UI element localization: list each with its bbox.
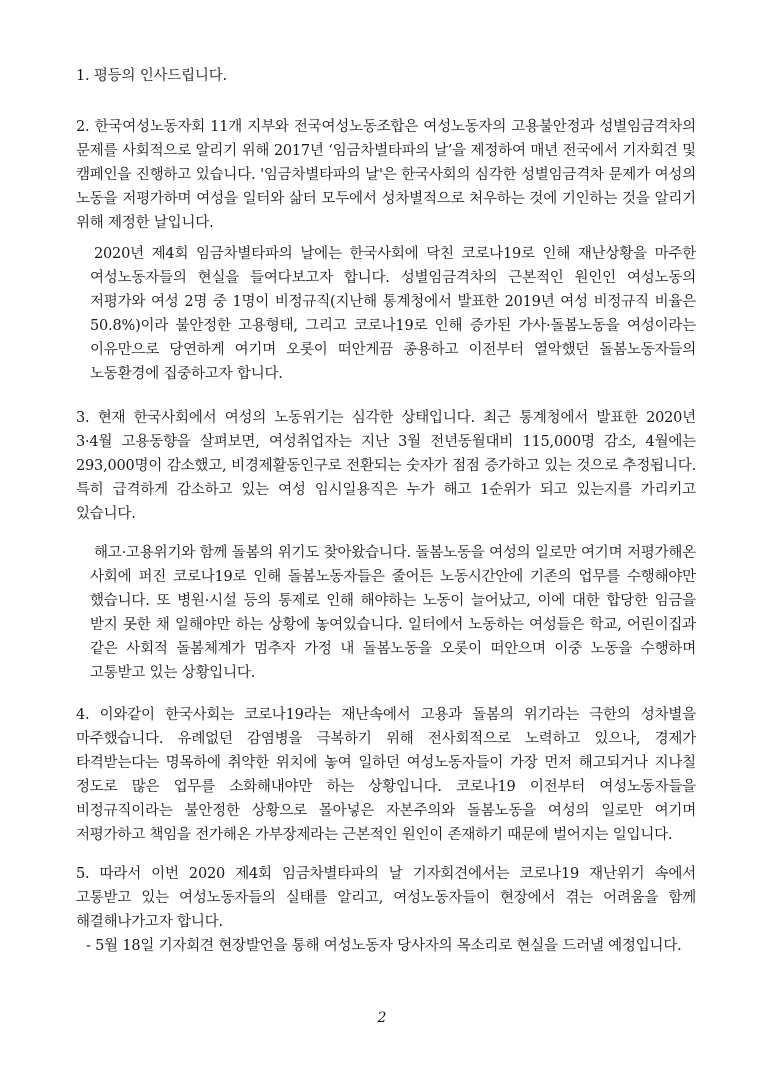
item-text: 평등의 인사드립니다. [93,68,227,84]
paragraph-covid-focus: 2020년 제4회 임금차별타파의 날에는 한국사회에 닥친 코로나19로 인해 재난상황을 마주한 여성노동자들의 현실을 들여다보고자 합니다. 성별임금격차의 근본적인 원인인 여성노동의 저평가와 여성 2명 중 1명이 비정규직(지난해 통계청에서 발표한 2019년 여성 비정규직 비율은 50.8%)이라 불안정한 고용형태, 그리고 코로나19로 인해 증가된 가사·돌봄노동을 여성이라는 이유만으로 당연하게 여기며 오롯이 떠안게끔 종용하고 이전부터 열악했던 돌봄노동자들의 노동환경에 집중하고자 합니다. [90,246,696,382]
item-text: 현재 한국사회에서 여성의 노동위기는 심각한 상태입니다. 최근 통계청에서 발표한 2020년 3·4월 고용동향을 살펴보면, 여성취업자는 지난 3월 전년동월대비 115,000명 감소, 4월에는 293,000명이 감소했고, 비경제활동인구로 전환되는 숫자가 점점 증가하고 있는 것으로 추정됩니다. 특히 급격하게 감소하고 있는 여성 임시일용직은 누가 해고 1순위가 되고 있는지를 가리키고 있습니다. [76,410,696,522]
item-number: 1. [76,68,90,84]
item-number: 5. [76,866,90,882]
item-3 [76,406,696,526]
item-number: 4. [76,707,90,723]
bullet-press-conference: - 5월 18일 기자회견 현장발언을 통해 여성노동자 당사자의 목소리로 현실을 드러낼 예정입니다. [86,938,682,954]
item-number: 2. [76,119,90,135]
item-1 [76,64,696,88]
item-text: 이와같이 한국사회는 코로나19라는 재난속에서 고용과 돌봄의 위기라는 극한의 성차별을 마주했습니다. 유례없던 감염병을 극복하기 위해 전사회적으로 노력하고 있으나, 경제가 타격받는다는 명목하에 취약한 위치에 놓여 일하던 여성노동자들이 가장 먼저 해고되거나 지나칠 정도로 많은 업무를 소화해내야만 하는 상황입니다. 코로나19 이전부터 여성노동자들을 비정규직이라는 불안정한 상황으로 몰아넣은 자본주의와 돌봄노동을 여성의 일로만 여기며 저평가하고 책임을 전가해온 가부장제라는 근본적인 원인이 존재하기 때문에 벌어지는 일입니다. [76,707,696,843]
item-number: 3. [76,410,90,426]
item-2 [76,115,696,235]
paragraph-care-crisis: 해고·고용위기와 함께 돌봄의 위기도 찾아왔습니다. 돌봄노동을 여성의 일로만 여기며 저평가해온 사회에 퍼진 코로나19로 인해 돌봄노동자들은 줄어든 노동시간안에 기존의 업무를 수행해야만 했습니다. 또 병원·시설 등의 통제로 인해 해야하는 노동이 늘어났고, 이에 대한 합당한 임금을 받지 못한 채 일해야만 하는 상황에 놓여있습니다. 일터에서 노동하는 여성들은 학교, 어린이집과 같은 사회적 돌봄체계가 멈추자 가정 내 돌봄노동을 오롯이 떠안으며 이중 노동을 수행하며 고통받고 있는 상황입니다. [90,545,696,681]
item-text: 한국여성노동자회 11개 지부와 전국여성노동조합은 여성노동자의 고용불안정과 성별임금격차의 문제를 사회적으로 알리기 위해 2017년 ‘임금차별타파의 날’을 제정하여 매년 전국에서 기자회견 및 캠페인을 진행하고 있습니다. '임금차별타파의 날'은 한국사회의 심각한 성별임금격차 문제가 여성의 노동을 저평가하며 여성을 일터와 삶터 모두에서 성차별적으로 처우하는 것에 기인하는 것을 알리기 위해 제정한 날입니다. [76,119,696,231]
item-text: 따라서 이번 2020 제4회 임금차별타파의 날 기자회견에서는 코로나19 재난위기 속에서 고통받고 있는 여성노동자들의 실태를 알리고, 여성노동자들이 현장에서 겪는 어려움을 함께 해결해나가고자 합니다. [76,866,696,930]
page-number: 2 [377,1010,387,1026]
item-4 [76,703,696,847]
item-5 [76,862,696,934]
